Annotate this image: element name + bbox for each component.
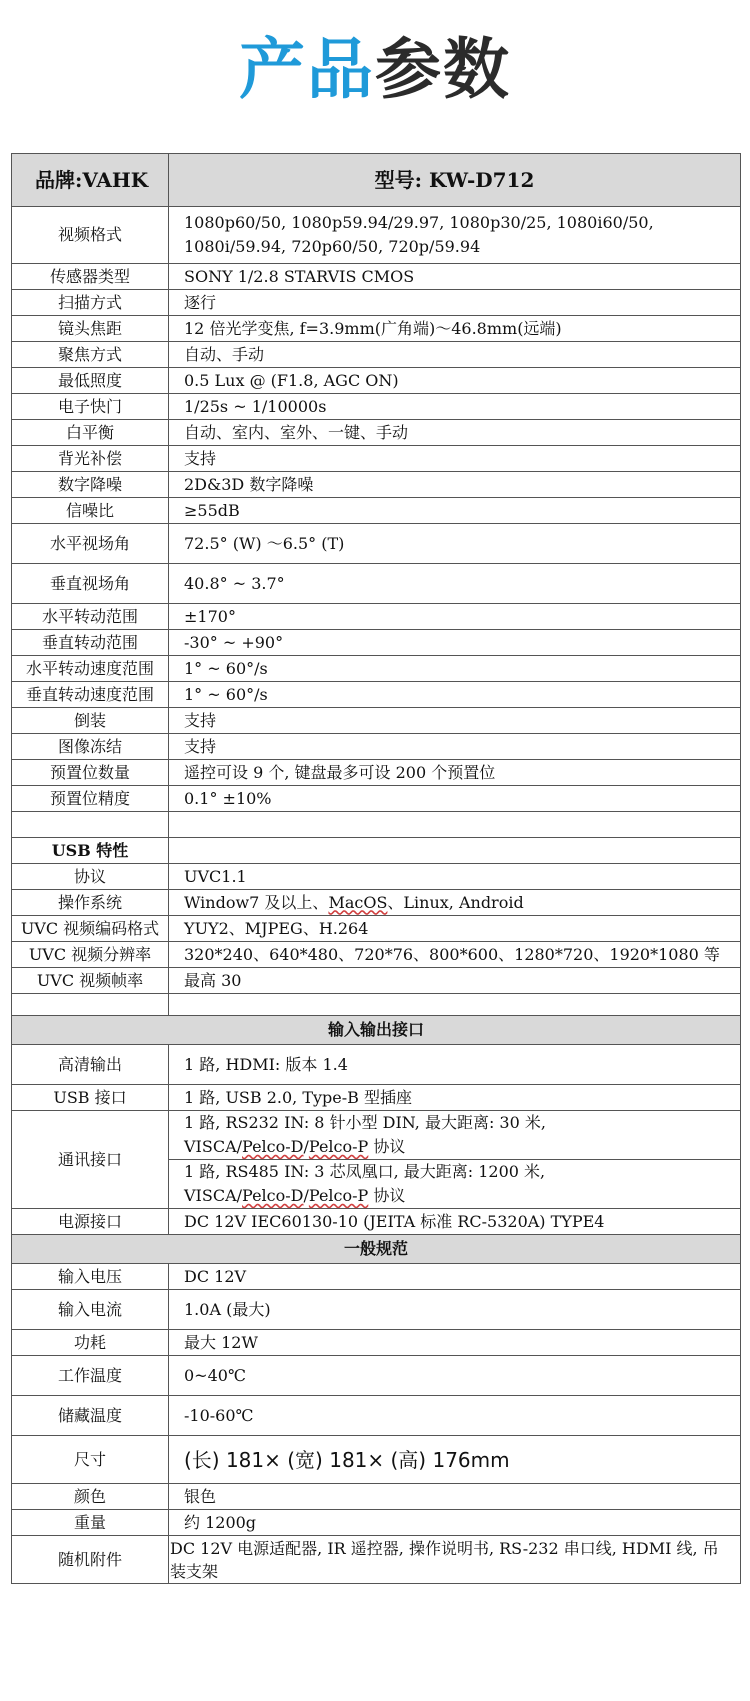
general-label: 随机附件 [12,1536,169,1584]
brand-cell: 品牌:VAHK [12,154,169,207]
general-row [12,1436,741,1484]
general-row [12,1484,741,1510]
spec-row [12,316,741,342]
general-row [12,1264,741,1290]
spec-label: 白平衡 [12,420,169,446]
spec-row [12,682,741,708]
general-value: 银色 [169,1484,741,1510]
spec-row [12,472,741,498]
spec-value: 1080p60/50, 1080p59.94/29.97, 1080p30/25, 1080i60/50, 1080i/59.94, 720p60/50, 720p/59.94 [169,207,741,264]
general-label: 尺寸 [12,1436,169,1484]
usb-row [12,916,741,942]
usb-value: 最高 30 [169,968,741,994]
io-row [12,1085,741,1111]
usb-heading: USB 特性 [12,838,169,864]
rs485-visca-b: Pelco-D [242,1186,304,1205]
usb-value: YUY2、MJPEG、H.264 [169,916,741,942]
spec-row [12,264,741,290]
blank-row [12,812,741,838]
io-heading-row [12,1016,741,1045]
spec-table [11,153,741,1584]
spec-label: 垂直转动速度范围 [12,682,169,708]
io-row [12,1045,741,1085]
spec-label: 电子快门 [12,394,169,420]
rs232-visca-a: VISCA/ [184,1137,243,1156]
general-label: 输入电流 [12,1290,169,1330]
spec-value: 支持 [169,446,741,472]
general-row [12,1396,741,1436]
page-title-part-1: 产品 [239,31,375,108]
spec-value: 遥控可设 9 个, 键盘最多可设 200 个预置位 [169,760,741,786]
spec-value: 0.1° ±10% [169,786,741,812]
spec-label: 数字降噪 [12,472,169,498]
spec-label: 水平转动速度范围 [12,656,169,682]
spec-label: 垂直视场角 [12,564,169,604]
spec-label: 传感器类型 [12,264,169,290]
spec-row [12,564,741,604]
spec-value: 12 倍光学变焦, f=3.9mm(广角端)～46.8mm(远端) [169,316,741,342]
spec-label: 图像冻结 [12,734,169,760]
comm-rs232-text: 1 路, RS232 IN: 8 针小型 DIN, 最大距离: 30 米, [184,1113,546,1132]
spec-value: 2D&3D 数字降噪 [169,472,741,498]
general-row [12,1356,741,1396]
rs232-visca-c: / [303,1137,309,1156]
general-label: 工作温度 [12,1356,169,1396]
spec-value: 支持 [169,734,741,760]
general-row [12,1290,741,1330]
usb-row [12,968,741,994]
hd-output-label: 高清输出 [12,1045,169,1085]
spec-row [12,604,741,630]
spec-label: 扫描方式 [12,290,169,316]
spec-row [12,498,741,524]
general-value: 约 1200g [169,1510,741,1536]
rs485-visca-d: Pelco-P [308,1186,369,1205]
header-row [12,154,741,207]
usb-value [169,890,741,916]
spec-label: 信噪比 [12,498,169,524]
spec-value: 1/25s ~ 1/10000s [169,394,741,420]
general-label: 储藏温度 [12,1396,169,1436]
usb-label: UVC 视频分辨率 [12,942,169,968]
spec-label: 镜头焦距 [12,316,169,342]
spec-value: 0.5 Lux @ (F1.8, AGC ON) [169,368,741,394]
os-value-mark: MacOS [328,892,388,912]
comm-rs485-value [169,1160,741,1209]
spec-table-body [12,154,741,1584]
os-value-post: 、Linux, Android [387,892,524,912]
general-row [12,1536,741,1584]
spec-row [12,734,741,760]
general-value: 1.0A (最大) [169,1290,741,1330]
model-cell: 型号: KW-D712 [169,154,741,207]
spec-value: 自动、手动 [169,342,741,368]
general-heading: 一般规范 [12,1235,741,1264]
spec-value: -30° ~ +90° [169,630,741,656]
usb-heading-value [169,838,741,864]
spec-value: SONY 1/2.8 STARVIS CMOS [169,264,741,290]
spec-value: 1° ~ 60°/s [169,682,741,708]
spec-label: 最低照度 [12,368,169,394]
rs485-visca-a: VISCA/ [184,1186,243,1205]
power-port-value: DC 12V IEC60130-10 (JEITA 标准 RC-5320A) TYPE4 [169,1209,741,1235]
blank-label [12,994,169,1016]
usb-port-label: USB 接口 [12,1085,169,1111]
spec-label: 水平视场角 [12,524,169,564]
usb-label: 操作系统 [12,890,169,916]
general-label: 重量 [12,1510,169,1536]
rs232-visca-e: 协议 [368,1137,406,1156]
spec-row [12,786,741,812]
rs232-visca-b: Pelco-D [242,1137,304,1156]
usb-label: UVC 视频帧率 [12,968,169,994]
spec-row [12,207,741,264]
blank-value [169,994,741,1016]
io-row [12,1111,741,1160]
spec-value: 逐行 [169,290,741,316]
spec-row [12,656,741,682]
spec-label: 倒装 [12,708,169,734]
page-title-part-2: 参数 [375,31,511,108]
spec-label: 背光补偿 [12,446,169,472]
usb-row [12,864,741,890]
os-value-pre: Window7 及以上、 [184,892,329,912]
general-row [12,1510,741,1536]
rs232-visca-d: Pelco-P [308,1137,369,1156]
general-value: DC 12V 电源适配器, IR 遥控器, 操作说明书, RS-232 串口线, HDMI 线, 吊装支架 [169,1536,741,1584]
spec-value: 40.8° ~ 3.7° [169,564,741,604]
spec-row [12,420,741,446]
page-title [0,30,750,110]
spec-value: ±170° [169,604,741,630]
general-value: 0~40℃ [169,1356,741,1396]
spec-row [12,630,741,656]
spec-value: 支持 [169,708,741,734]
rs485-visca-c: / [303,1186,309,1205]
spec-row [12,394,741,420]
general-value: -10-60℃ [169,1396,741,1436]
spec-value: 自动、室内、室外、一键、手动 [169,420,741,446]
spec-row [12,524,741,564]
power-port-label: 电源接口 [12,1209,169,1235]
usb-value: 320*240、640*480、720*76、800*600、1280*720、1920*1080 等 [169,942,741,968]
spec-value: 1° ~ 60°/s [169,656,741,682]
hd-output-value: 1 路, HDMI: 版本 1.4 [169,1045,741,1085]
spec-row [12,342,741,368]
blank-label [12,812,169,838]
spec-row [12,446,741,472]
spec-label: 视频格式 [12,207,169,264]
blank-row [12,994,741,1016]
general-value: 最大 12W [169,1330,741,1356]
comm-rs232-value [169,1111,741,1160]
spec-value: ≥55dB [169,498,741,524]
usb-heading-row [12,838,741,864]
spec-label: 垂直转动范围 [12,630,169,656]
spec-label: 聚焦方式 [12,342,169,368]
comm-label: 通讯接口 [12,1111,169,1209]
comm-rs485-text: 1 路, RS485 IN: 3 芯凤凰口, 最大距离: 1200 米, [184,1162,546,1181]
usb-value: UVC1.1 [169,864,741,890]
spec-row [12,368,741,394]
general-value: DC 12V [169,1264,741,1290]
usb-row [12,942,741,968]
general-row [12,1330,741,1356]
spec-value: 72.5° (W) ～6.5° (T) [169,524,741,564]
spec-row [12,290,741,316]
usb-row [12,890,741,916]
usb-port-value: 1 路, USB 2.0, Type-B 型插座 [169,1085,741,1111]
spec-row [12,708,741,734]
general-heading-row [12,1235,741,1264]
general-label: 功耗 [12,1330,169,1356]
rs485-visca-e: 协议 [368,1186,406,1205]
general-label: 输入电压 [12,1264,169,1290]
spec-label: 水平转动范围 [12,604,169,630]
spec-label: 预置位数量 [12,760,169,786]
io-heading: 输入输出接口 [12,1016,741,1045]
general-label: 颜色 [12,1484,169,1510]
usb-label: 协议 [12,864,169,890]
io-row [12,1209,741,1235]
blank-value [169,812,741,838]
spec-row [12,760,741,786]
spec-label: 预置位精度 [12,786,169,812]
usb-label: UVC 视频编码格式 [12,916,169,942]
general-value: (长) 181× (宽) 181× (高) 176mm [169,1436,741,1484]
